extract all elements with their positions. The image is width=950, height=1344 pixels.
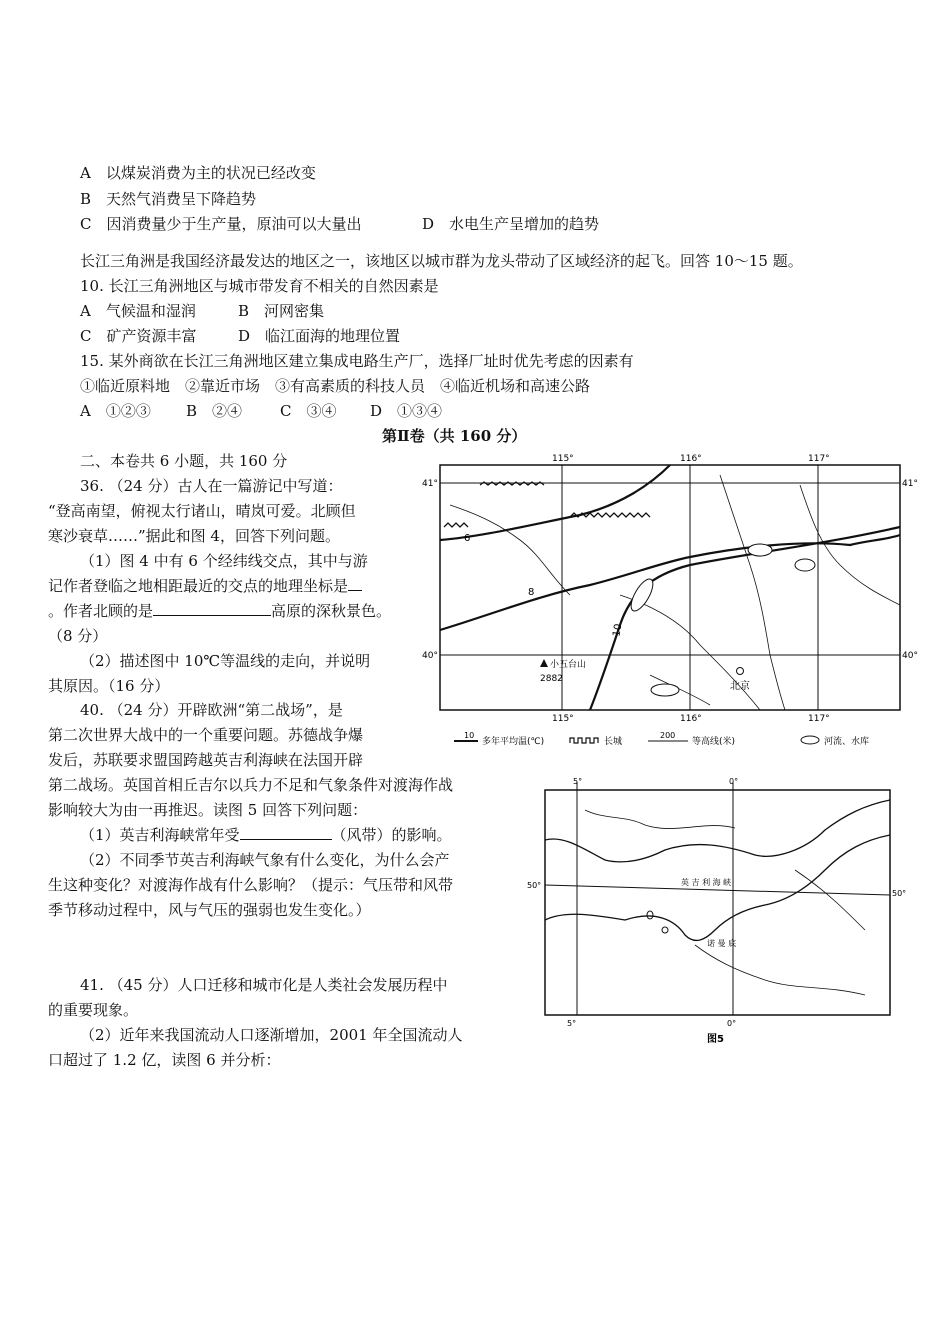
- isotherm-label-10: 10: [611, 623, 625, 638]
- q41-line-2: 的重要现象。: [48, 1001, 139, 1019]
- q41-line-1: 41. （45 分）人口迁移和城市化是人类社会发展历程中: [80, 976, 448, 994]
- reservoir: [795, 559, 815, 571]
- q15-option-b: B ②④: [186, 402, 243, 420]
- legend-wall-icon: [570, 738, 598, 743]
- q36-p1-line-1: （1）图 4 中有 6 个经纬线交点，其中与游: [80, 552, 368, 570]
- section2-intro: 二、本卷共 6 小题，共 160 分: [80, 452, 288, 470]
- island: [647, 911, 653, 919]
- lon-label-117-bottom: 117°: [808, 714, 830, 724]
- map-frame: [545, 790, 890, 1015]
- answer-blank[interactable]: [153, 601, 271, 616]
- q40-p2-line-1: （2）不同季节英吉利海峡气象有什么变化，为什么会产: [80, 851, 450, 869]
- legend-river: 河流、水库: [824, 737, 870, 745]
- reservoir: [651, 684, 679, 696]
- isotherm-label-6: 6: [464, 533, 471, 544]
- option-a: A 以煤炭消费为主的状况已经改变: [80, 164, 316, 182]
- lon-label-116-top: 116°: [680, 454, 702, 464]
- option-c: C 因消费量少于生产量，原油可以大量出: [80, 215, 362, 233]
- q36-p1-line-4: （8 分）: [48, 627, 108, 645]
- q15-factors: ①临近原料地 ②靠近市场 ③有高素质的科技人员 ④临近机场和高速公路: [80, 377, 591, 395]
- q10-stem: 10. 长江三角洲地区与城市带发育不相关的自然因素是: [80, 277, 439, 295]
- q40-line-4: 第二战场。英国首相丘吉尔以兵力不足和气象条件对渡海作战: [48, 776, 454, 794]
- q36-p1-line-3: 。作者北顾的是 高原的深秋景色。: [48, 602, 392, 620]
- mountain-name: 小五台山: [550, 660, 587, 670]
- q10-option-a: A 气候温和湿润: [80, 302, 196, 320]
- q15-stem: 15. 某外商欲在长江三角洲地区建立集成电路生产厂，选择厂址时优先考虑的因素有: [80, 352, 634, 370]
- q40-line-3: 发后，苏联要求盟国跨越英吉利海峡在法国开辟: [48, 751, 364, 769]
- city-beijing: 北京: [730, 681, 750, 692]
- figure-5-map: [525, 770, 910, 1045]
- coastline-france: [545, 835, 890, 940]
- isotherm-8: [440, 535, 900, 630]
- lon-label-0-bottom: 0°: [727, 1019, 737, 1028]
- q10-option-b: B 河网密集: [238, 302, 325, 320]
- island: [662, 927, 668, 933]
- coastline-england: [545, 800, 890, 862]
- river: [450, 505, 570, 595]
- isotherm-label-8: 8: [528, 587, 535, 598]
- q15-option-c: C ③④: [280, 402, 337, 420]
- q40-p2-line-3: 季节移动过程中，风与气压的强弱也发生变化。）: [48, 901, 371, 919]
- city-marker: [737, 668, 744, 675]
- river: [720, 475, 785, 710]
- river: [695, 945, 865, 995]
- lat-label-40-left: 40°: [422, 651, 438, 661]
- figure-4-map: [420, 445, 920, 745]
- lat-label-41-right: 41°: [902, 479, 918, 489]
- lat-label-40-right: 40°: [902, 651, 918, 661]
- mountain-icon: [540, 659, 548, 667]
- lon-label-115-bottom: 115°: [552, 714, 574, 724]
- q10-option-c: C 矿产资源丰富: [80, 327, 197, 345]
- strait-label: 英 吉 利 海 峡: [681, 878, 732, 887]
- river: [585, 810, 735, 829]
- isotherm-6: [440, 465, 670, 540]
- lon-label-0-top: 0°: [729, 777, 739, 786]
- normandy-label: 诺 曼 底: [707, 939, 737, 948]
- q36-p2-line-1: （2）描述图中 10℃等温线的走向，并说明: [80, 652, 371, 670]
- map-frame: [440, 465, 900, 710]
- legend-wall: 长城: [604, 737, 623, 745]
- legend-isotherm: 多年平均温(℃): [482, 737, 545, 745]
- legend-contour-sample: 200: [660, 731, 676, 740]
- lat-label-50-left: 50°: [527, 881, 542, 890]
- mountain-elevation: 2882: [540, 674, 563, 684]
- lat-label-50-right: 50°: [892, 889, 907, 898]
- q40-line-1: 40. （24 分）开辟欧洲“第二战场”，是: [80, 701, 343, 719]
- q41-p2-line-2: 口超过了 1.2 亿，读图 6 并分析：: [48, 1051, 281, 1069]
- q40-line-5: 影响较大为由一再推迟。读图 5 回答下列问题：: [48, 801, 368, 819]
- lon-label-116-bottom: 116°: [680, 714, 702, 724]
- q40-p1: （1）英吉利海峡常年受 （风带）的影响。: [80, 826, 452, 844]
- lon-label-5-top: 5°: [573, 777, 583, 786]
- option-d: D 水电生产呈增加的趋势: [422, 215, 600, 233]
- lon-label-117-top: 117°: [808, 454, 830, 464]
- q15-option-a: A ①②③: [80, 402, 151, 420]
- q40-p2-line-2: 生这种变化？对渡海作战有什么影响？（提示：气压带和风带: [48, 876, 454, 894]
- lon-label-5-bottom: 5°: [567, 1019, 577, 1028]
- legend-contour: 等高线(米): [692, 737, 736, 745]
- q36-line-3: 寒沙衰草……”据此和图 4，回答下列问题。: [48, 527, 340, 545]
- q36-line-2: “登高南望，俯视太行诸山，晴岚可爱。北顾但: [48, 502, 356, 520]
- answer-blank[interactable]: [348, 576, 362, 591]
- q40-line-2: 第二次世界大战中的一个重要问题。苏德战争爆: [48, 726, 364, 744]
- intro-yangtze: 长江三角洲是我国经济最发达的地区之一，该地区以城市群为龙头带动了区域经济的起飞。回答 10～15 题。: [80, 252, 803, 270]
- great-wall-3: [444, 523, 468, 527]
- q36-p1-line-2: 记作者登临之地相距最近的交点的地理坐标是: [48, 576, 362, 596]
- answer-blank[interactable]: [240, 825, 332, 840]
- q36-p2-line-2: 其原因。（16 分）: [48, 677, 170, 695]
- reservoir: [748, 544, 772, 556]
- legend-isotherm-sample: 10: [464, 731, 475, 740]
- q36-line-1: 36. （24 分）古人在一篇游记中写道：: [80, 477, 343, 495]
- section2-title: 第Ⅱ卷（共 160 分）: [382, 427, 527, 445]
- lat-label-41-left: 41°: [422, 479, 438, 489]
- q10-option-d: D 临江面海的地理位置: [238, 327, 401, 345]
- q15-option-d: D ①③④: [370, 402, 443, 420]
- river: [795, 870, 865, 930]
- lon-label-115-top: 115°: [552, 454, 574, 464]
- legend-river-icon: [801, 736, 819, 744]
- q41-p2-line-1: （2）近年来我国流动人口逐渐增加，2001 年全国流动人: [80, 1026, 463, 1044]
- figure-5-caption: 图5: [707, 1034, 724, 1045]
- option-b: B 天然气消费呈下降趋势: [80, 190, 257, 208]
